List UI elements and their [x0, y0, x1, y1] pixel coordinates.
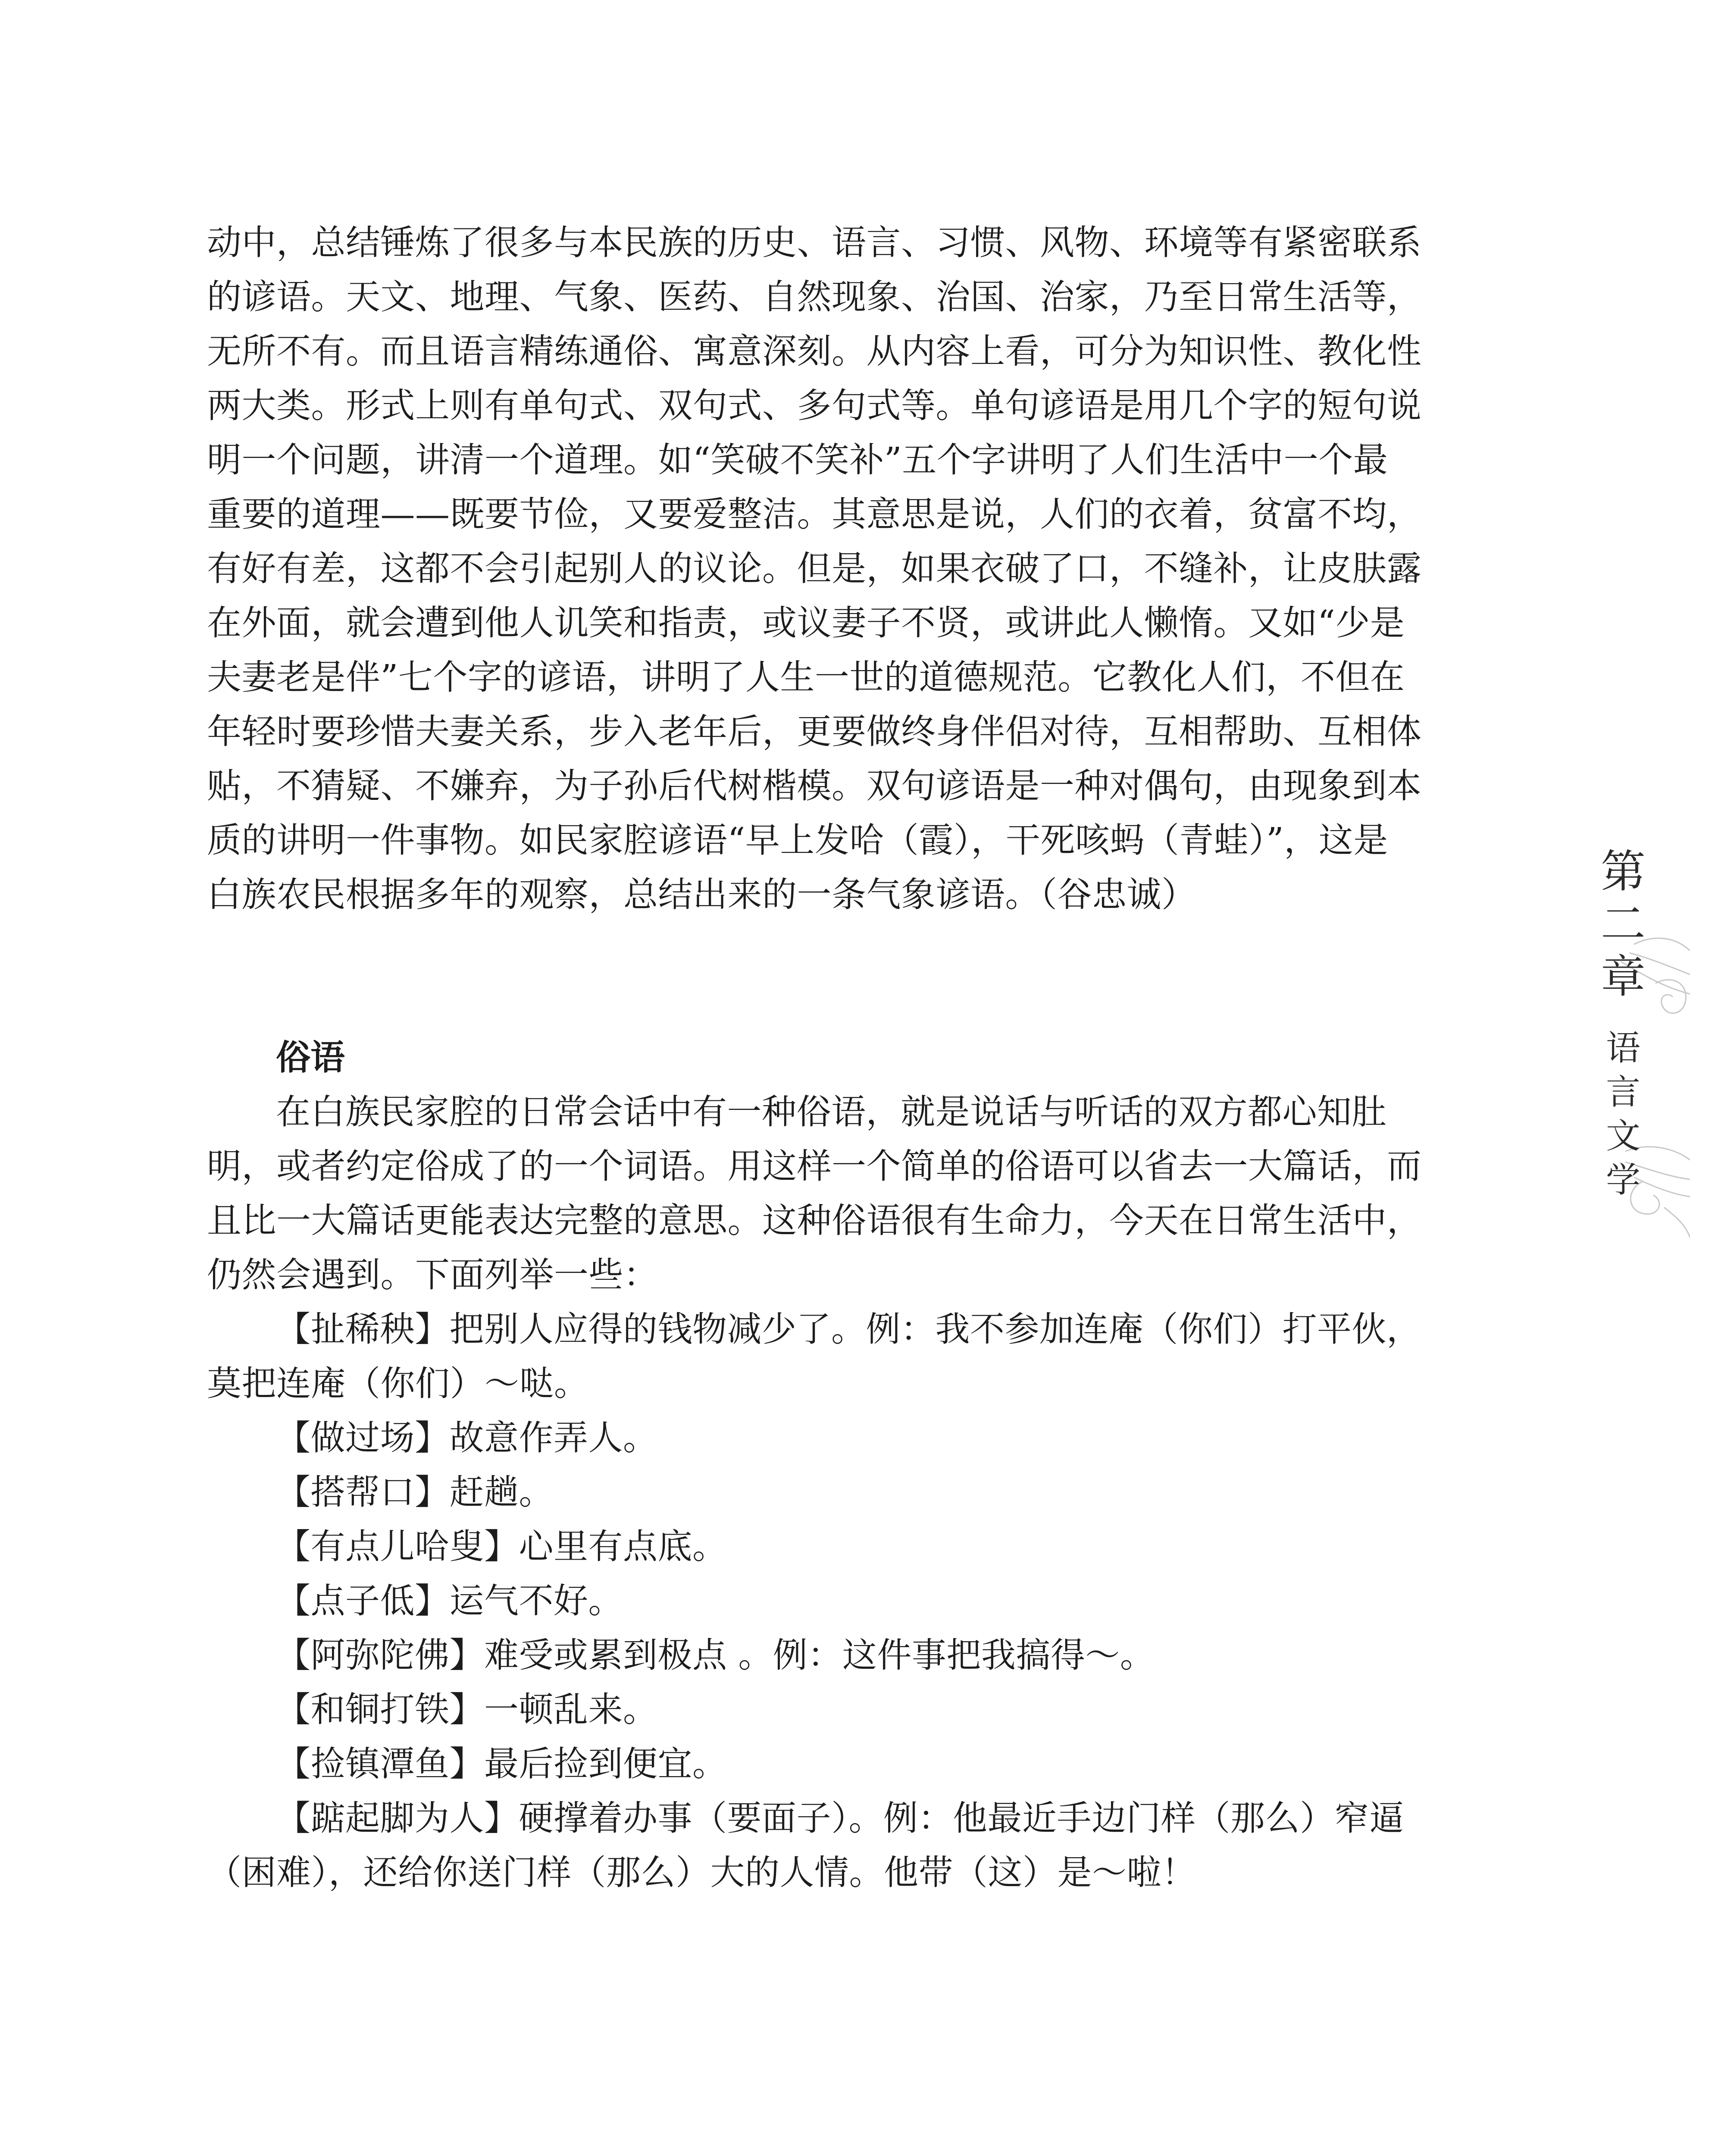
section-heading: 俗语	[276, 1037, 345, 1078]
entry-line: 【阿弥陀佛】难受或累到极点 。例：这件事把我搞得～。	[276, 1635, 1155, 1675]
glossary-entry	[207, 1791, 1483, 1900]
glossary-entry	[207, 1302, 1483, 1411]
text-line: 仍然会遇到。下面列举一些：	[207, 1255, 658, 1295]
entry-line: 【有点儿哈叟】心里有点底。	[276, 1526, 727, 1567]
paragraph-proverbs	[207, 216, 1483, 922]
glossary-entry	[207, 1520, 1483, 1574]
entry-line: 【和铜打铁】一顿乱来。	[276, 1689, 658, 1730]
body-text	[207, 216, 1483, 1900]
text-line: 有好有差，这都不会引起别人的议论。但是，如果衣破了口，不缝补，让皮肤露	[207, 548, 1422, 589]
glossary-entry	[207, 1411, 1483, 1465]
glossary-entry	[207, 1737, 1483, 1791]
entry-line: 【扯稀秧】把别人应得的钱物减少了。例：我不参加连庵（你们）打平伙，	[276, 1309, 1421, 1349]
text-line: 年轻时要珍惜夫妻关系，步入老年后，更要做终身伴侣对待，互相帮助、互相体	[207, 711, 1422, 752]
text-line: 重要的道理——既要节俭，又要爱整洁。其意思是说，人们的衣着，贫富不均，	[207, 494, 1422, 534]
text-line: 两大类。形式上则有单句式、双句式、多句式等。单句谚语是用几个字的短句说	[207, 385, 1422, 426]
glossary-entry	[207, 1683, 1483, 1737]
paragraph-intro	[207, 1085, 1483, 1302]
text-line: 且比一大篇话更能表达完整的意思。这种俗语很有生命力，今天在日常生活中，	[207, 1200, 1422, 1241]
text-line: 贴，不猜疑、不嫌弃，为子孙后代树楷模。双句谚语是一种对偶句，由现象到本	[207, 766, 1422, 806]
text-line: 无所不有。而且语言精练通俗、寓意深刻。从内容上看，可分为知识性、教化性	[207, 331, 1422, 371]
entry-line: 【搭帮口】赶趟。	[276, 1472, 554, 1512]
text-line: 明一个问题，讲清一个道理。如“笑破不笑补”五个字讲明了人们生活中一个最	[207, 440, 1388, 480]
section-gap	[207, 922, 1483, 1031]
text-line: 在外面，就会遭到他人讥笑和指责，或议妻子不贤，或讲此人懒惰。又如“少是	[207, 603, 1405, 643]
text-line: 质的讲明一件事物。如民家腔谚语“早上发哈（霞），干死咳蚂（青蛙）”，这是	[207, 820, 1388, 860]
text-line: 夫妻老是伴”七个字的谚语，讲明了人生一世的道德规范。它教化人们，不但在	[207, 657, 1405, 697]
entry-line: 【点子低】运气不好。	[276, 1581, 623, 1621]
text-line: 在白族民家腔的日常会话中有一种俗语，就是说话与听话的双方都心知肚	[276, 1092, 1386, 1132]
text-line: 动中，总结锤炼了很多与本民族的历史、语言、习惯、风物、环境等有紧密联系	[207, 222, 1422, 263]
text-line: 白族农民根据多年的观察，总结出来的一条气象谚语。（谷忠诚）	[207, 874, 1196, 915]
entry-line: （困难），还给你送门样（那么）大的人情。他带（这）是～啦！	[207, 1852, 1196, 1893]
glossary-entry	[207, 1574, 1483, 1628]
text-line: 的谚语。天文、地理、气象、医药、自然现象、治国、治家，乃至日常生活等，	[207, 277, 1422, 317]
entry-line: 莫把连庵（你们）～哒。	[207, 1363, 589, 1404]
section-title: 语言文学	[1606, 1028, 1640, 1200]
glossary-entry	[207, 1465, 1483, 1520]
entry-line: 【做过场】故意作弄人。	[276, 1418, 658, 1458]
glossary-entry	[207, 1628, 1483, 1683]
entry-line: 【捡镇潭鱼】最后捡到便宜。	[276, 1744, 727, 1784]
chapter-side-tab	[1569, 845, 1690, 1276]
text-line: 明，或者约定俗成了的一个词语。用这样一个简单的俗语可以省去一大篇话，而	[207, 1146, 1422, 1186]
glossary-list	[207, 1302, 1483, 1900]
chapter-label: 第二章	[1600, 845, 1646, 1003]
entry-line: 【踮起脚为人】硬撑着办事（要面子）。例：他最近手边门样（那么）窄逼	[276, 1798, 1404, 1838]
